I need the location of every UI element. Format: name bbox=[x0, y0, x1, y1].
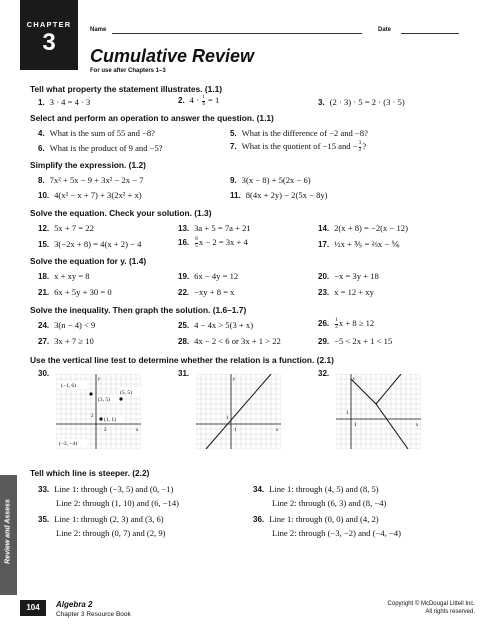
problem-33: 33. Line 1: through (−3, 5) and (0, −1) bbox=[38, 484, 174, 494]
page-number: 104 bbox=[20, 600, 46, 616]
problem-3: 3. (2 · 3) · 5 = 2 · (3 · 5) bbox=[318, 97, 405, 107]
problem-7: 7. What is the quotient of −15 and − $\frac{3}{2}$ ? bbox=[230, 140, 367, 153]
copyright-text: Copyright © McDougal Littell Inc. bbox=[387, 601, 475, 607]
chapter-word: CHAPTER bbox=[26, 20, 72, 29]
section-title: Simplify the expression. (1.2) bbox=[30, 160, 146, 170]
x-axis-label: x bbox=[136, 428, 139, 433]
name-date-row bbox=[90, 27, 480, 33]
x-tick-label: 1 bbox=[234, 428, 237, 433]
footer-copyright bbox=[388, 600, 475, 616]
point-label: (−1, 6) bbox=[61, 383, 77, 389]
y-axis-label: y bbox=[233, 377, 236, 382]
section-title: Solve the inequality. Then graph the solution. (1.6–1.7) bbox=[30, 305, 247, 315]
problem-21: 21. 6x + 5y + 30 = 0 bbox=[38, 287, 112, 297]
name-label: Name bbox=[90, 27, 107, 33]
problem-15: 15. 3(−2x + 8) = 4(x + 2) − 4 bbox=[38, 239, 142, 249]
y-axis-label: y bbox=[98, 377, 101, 382]
problem-6: 6. What is the product of 9 and −5? bbox=[38, 143, 163, 153]
problem-28: 28. 4x − 2 < 6 or 3x + 1 > 22 bbox=[178, 336, 281, 346]
problem-36-line-2: Line 2: through (−3, −2) and (−4, −4) bbox=[272, 528, 401, 538]
graph-32 bbox=[336, 374, 421, 449]
problem-36: 36. Line 1: through (0, 0) and (4, 2) bbox=[253, 514, 379, 524]
section-title: Select and perform an operation to answer the question. (1.1) bbox=[30, 113, 274, 123]
y-tick-label: 1 bbox=[226, 416, 229, 421]
side-tab-label: Review and Assess bbox=[4, 499, 12, 564]
problem-25: 25. 4 − 4x > 5(3 + x) bbox=[178, 320, 254, 330]
point-label: (3, 5) bbox=[98, 397, 110, 403]
y-tick-label: 1 bbox=[346, 411, 349, 416]
point-label: (−3, −4) bbox=[59, 441, 78, 447]
x-tick-label: 2 bbox=[104, 428, 107, 433]
problem-8: 8. 7x² + 5x − 9 + 3x² − 2x − 7 bbox=[38, 175, 144, 185]
page-title: Cumulative Review bbox=[90, 46, 255, 66]
x-axis-label: x bbox=[276, 428, 279, 433]
grid bbox=[336, 374, 421, 449]
data-point bbox=[99, 417, 102, 420]
problem-18: 18. x + xy = 8 bbox=[38, 271, 90, 281]
graph-32-svg bbox=[336, 374, 421, 449]
problem-22: 22. −xy + 8 = x bbox=[178, 287, 235, 297]
problem-27: 27. 3x + 7 ≥ 10 bbox=[38, 336, 94, 346]
problem-35: 35. Line 1: through (2, 3) and (3, 6) bbox=[38, 514, 164, 524]
rights-text: All rights reserved. bbox=[425, 609, 475, 615]
graph-30 bbox=[56, 374, 141, 449]
chapter-badge bbox=[20, 0, 78, 70]
x-axis-label: x bbox=[416, 423, 419, 428]
relation-line bbox=[206, 374, 271, 449]
problem-16: 16. $\frac{8}{5}$ x − 2 = 3x + 4 bbox=[178, 236, 248, 249]
point-label: (1, 1) bbox=[104, 417, 116, 423]
problem-34-line-2: Line 2: through (6, 3) and (8, −4) bbox=[272, 498, 387, 508]
problem-1: 1. 3 · 4 = 4 · 3 bbox=[38, 97, 91, 107]
problem-26: 26. $\frac{1}{2}$ x + 8 ≥ 12 bbox=[318, 317, 375, 330]
footer-book-title: Algebra 2 bbox=[56, 600, 93, 609]
problem-33-line-2: Line 2: through (1, 10) and (6, −14) bbox=[56, 498, 179, 508]
chapter-number: 3 bbox=[42, 29, 56, 56]
section-title: Solve the equation for y. (1.4) bbox=[30, 256, 147, 266]
footer-resource: Chapter 3 Resource Book bbox=[56, 611, 131, 618]
problem-24: 24. 3(n − 4) < 9 bbox=[38, 320, 96, 330]
x-tick-label: 1 bbox=[354, 423, 357, 428]
problem-4: 4. What is the sum of 55 and −8? bbox=[38, 128, 155, 138]
problem-9: 9. 3(x − 8) + 5(2x − 6) bbox=[230, 175, 311, 185]
name-field[interactable] bbox=[112, 33, 362, 34]
point-label: (5, 5) bbox=[120, 390, 132, 396]
side-tab bbox=[0, 475, 17, 595]
problem-34: 34. Line 1: through (4, 5) and (8, 5) bbox=[253, 484, 379, 494]
problem-23: 23. x = 12 + xy bbox=[318, 287, 374, 297]
problem-13: 13. 3a + 5 = 7a + 21 bbox=[178, 223, 251, 233]
problem-31: 31. bbox=[178, 369, 190, 378]
section-title: Use the vertical line test to determine whether the relation is a function. (2.1) bbox=[30, 355, 334, 365]
problem-19: 19. 6x − 4y = 12 bbox=[178, 271, 239, 281]
problem-32: 32. bbox=[318, 369, 330, 378]
section-title: Tell which line is steeper. (2.2) bbox=[30, 468, 150, 478]
page-subtitle: For use after Chapters 1–3 bbox=[90, 68, 166, 74]
graph-31-svg bbox=[196, 374, 281, 449]
problem-30: 30. bbox=[38, 369, 50, 378]
problem-29: 29. −5 < 2x + 1 < 15 bbox=[318, 336, 393, 346]
problem-35-line-2: Line 2: through (0, 7) and (2, 9) bbox=[56, 528, 166, 538]
data-point bbox=[119, 397, 122, 400]
problem-17: 17. ½x + ⅗ = ⅔x − ⅚ bbox=[318, 239, 400, 249]
date-field[interactable] bbox=[401, 33, 459, 34]
data-point bbox=[89, 392, 92, 395]
section-title: Solve the equation. Check your solution. (1.3) bbox=[30, 208, 212, 218]
graph-30-svg bbox=[56, 374, 141, 449]
section-title: Tell what property the statement illustrates. (1.1) bbox=[30, 84, 223, 94]
problem-20: 20. −x = 3y + 18 bbox=[318, 271, 379, 281]
problem-10: 10. 4(x² − x + 7) + 3(2x² + x) bbox=[38, 190, 142, 200]
y-tick-label: 2 bbox=[91, 414, 94, 419]
problem-2: 2. 4 · $\frac{1}{4}$ = 1 bbox=[178, 94, 220, 107]
date-label: Date bbox=[378, 27, 392, 33]
problem-5: 5. What is the difference of −2 and −8? bbox=[230, 128, 368, 138]
problem-11: 11. 8(4x + 2y) − 2(5x − 8y) bbox=[230, 190, 328, 200]
y-axis-label: y bbox=[353, 377, 356, 382]
problem-14: 14. 2(x + 8) = −2(x − 12) bbox=[318, 223, 408, 233]
problem-12: 12. 5x + 7 = 22 bbox=[38, 223, 94, 233]
graph-31 bbox=[196, 374, 281, 449]
